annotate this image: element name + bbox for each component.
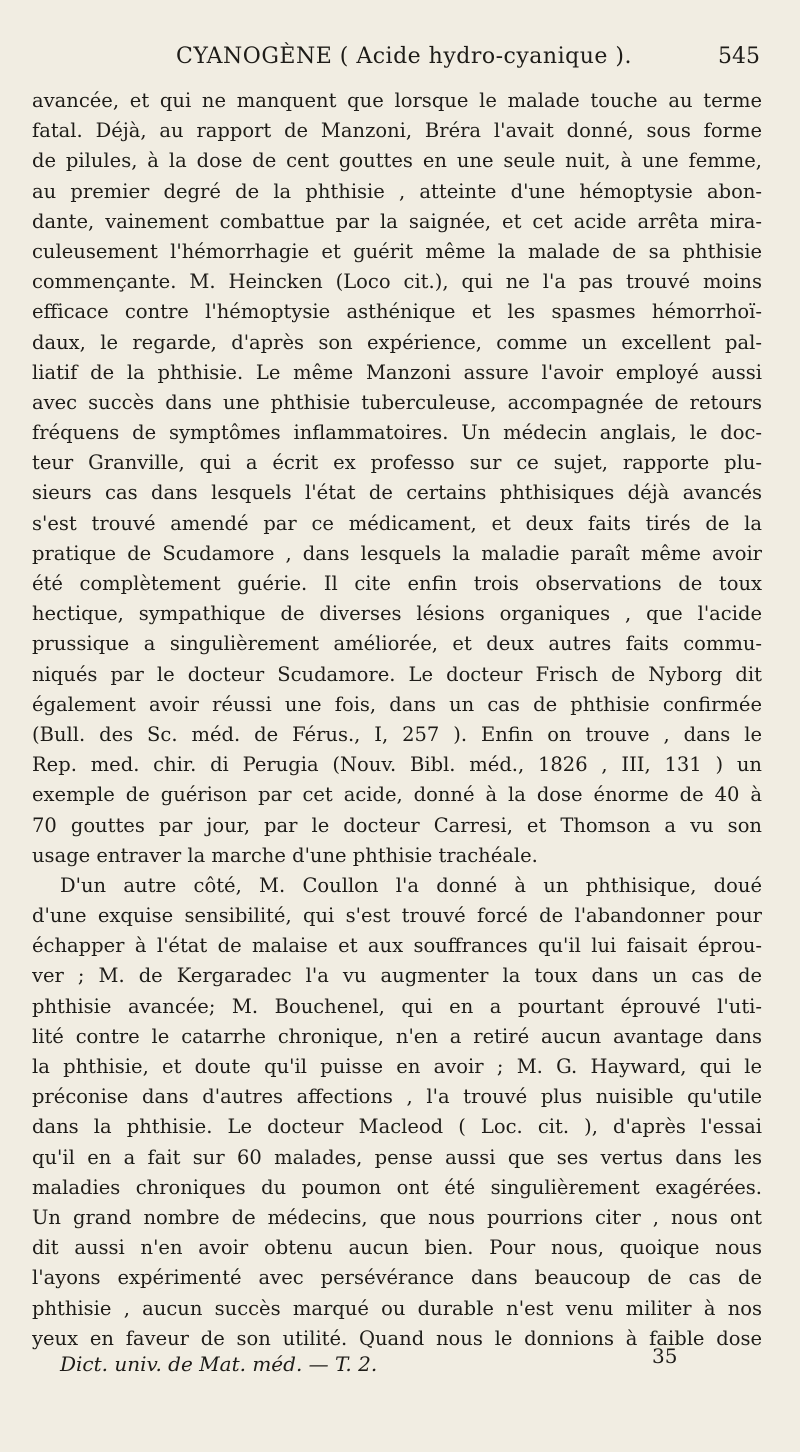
text-line: fatal. Déjà, au rapport de Manzoni, Bréra l'avait donné, sous forme [32,119,762,143]
text-line: Un grand nombre de médecins, que nous pourrions citer , nous ont [32,1205,762,1229]
text-line: ver ; M. de Kergaradec l'a vu augmenter la toux dans un cas de [32,964,762,988]
page-number: 545 [718,44,760,69]
text-line: été complètement guérie. Il cite enfin trois observations de toux [32,572,762,595]
text-line: prussique a singulièrement améliorée, et deux autres faits commu- [32,632,762,656]
text-line: niqués par le docteur Scudamore. Le docteur Frisch de Nyborg dit [32,662,762,686]
text-line: daux, le regarde, d'après son expérience, comme un excellent pal- [32,330,762,354]
text-line: dante, vainement combattue par la saignée, et cet acide arrêta mira- [32,209,762,233]
text-line: Rep. med. chir. di Perugia (Nouv. Bibl. méd., 1826 , III, 131 ) un [32,753,762,777]
text-line: teur Granville, qui a écrit ex professo sur ce sujet, rapporte plu- [32,451,762,475]
page-footer [60,1344,680,1382]
text-line: maladies chroniques du poumon ont été singulièrement exagérées. [32,1175,762,1199]
sheet-mark: 35 [652,1344,678,1368]
text-line: de pilules, à la dose de cent gouttes en une seule nuit, à une femme, [32,149,762,173]
text-line: l'ayons expérimenté avec persévérance dans beaucoup de cas de [32,1266,762,1290]
text-line: efficace contre l'hémoptysie asthénique et les spasmes hémorrhoï- [32,300,762,324]
body-text [32,86,762,1354]
text-line: (Bull. des Sc. méd. de Férus., I, 257 ). Enfin on trouve , dans le [32,722,762,746]
text-line: préconise dans d'autres affections , l'a trouvé plus nuisible qu'utile [32,1085,762,1109]
text-line: sieurs cas dans lesquels l'état de certains phthisiques déjà avancés [32,481,762,505]
text-line: avancée, et qui ne manquent que lorsque le malade touche au terme [32,89,762,112]
text-line: usage entraver la marche d'une phthisie trachéale. [32,843,538,867]
text-line: lité contre le catarrhe chronique, n'en a retiré aucun avantage dans [32,1024,762,1048]
signature-line: Dict. univ. de Mat. méd. — T. 2. [60,1352,378,1376]
text-line: fréquens de symptômes inflammatoires. Un médecin anglais, le doc- [32,421,762,445]
text-line: s'est trouvé amendé par ce médicament, et deux faits tirés de la [32,511,762,535]
text-line: pratique de Scudamore , dans lesquels la maladie paraît même avoir [32,541,762,565]
text-line: phthisie avancée; M. Bouchenel, qui en a pourtant éprouvé l'uti- [32,994,762,1018]
text-line: commençante. M. Heincken (Loco cit.), qui ne l'a pas trouvé moins [32,270,762,294]
text-line: la phthisie, et doute qu'il puisse en avoir ; M. G. Hayward, qui le [32,1055,762,1078]
text-line: exemple de guérison par cet acide, donné à la dose énorme de 40 à [32,783,762,807]
text-line: liatif de la phthisie. Le même Manzoni assure l'avoir employé aussi [32,360,762,384]
text-line: échapper à l'état de malaise et aux souffrances qu'il lui faisait éprou- [32,934,762,958]
text-line: également avoir réussi une fois, dans un cas de phthisie confirmée [32,692,762,716]
text-line: D'un autre côté, M. Coullon l'a donné à un phthisique, doué [60,873,762,897]
page-header [36,44,760,80]
text-line: hectique, sympathique de diverses lésions organiques , que l'acide [32,602,762,626]
text-line: culeusement l'hémorrhagie et guérit même la malade de sa phthisie [32,239,762,263]
text-line: dans la phthisie. Le docteur Macleod ( Loc. cit. ), d'après l'essai [32,1115,762,1139]
text-line: avec succès dans une phthisie tuberculeuse, accompagnée de retours [32,390,762,414]
text-line: au premier degré de la phthisie , atteinte d'une hémoptysie abon- [32,179,762,203]
text-line: qu'il en a fait sur 60 malades, pense aussi que ses vertus dans les [32,1145,762,1169]
text-line: dit aussi n'en avoir obtenu aucun bien. Pour nous, quoique nous [32,1236,762,1260]
text-line: d'une exquise sensibilité, qui s'est trouvé forcé de l'abandonner pour [32,904,762,928]
text-line: 70 gouttes par jour, par le docteur Carresi, et Thomson a vu son [32,813,762,837]
running-title: CYANOGÈNE ( Acide hydro-cyanique ). [176,44,632,69]
text-line: phthisie , aucun succès marqué ou durable n'est venu militer à nos [32,1296,762,1320]
text-line: yeux en faveur de son utilité. Quand nous le donnions à faible dose [32,1326,762,1350]
